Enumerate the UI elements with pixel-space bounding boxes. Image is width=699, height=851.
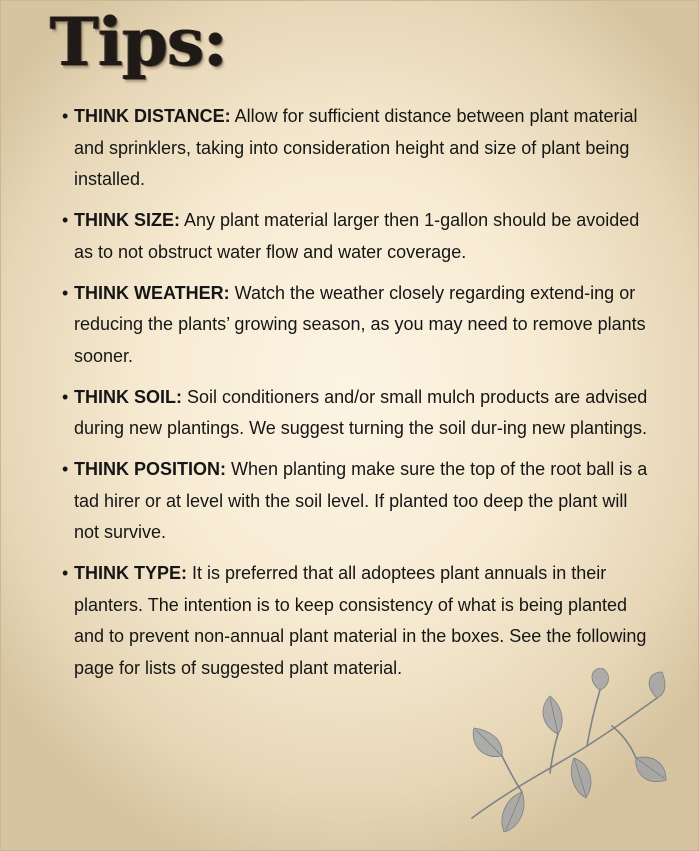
bullet: • [62, 459, 69, 479]
tips-list [62, 101, 652, 694]
bullet: • [62, 210, 69, 230]
tip-text: Allow for sufficient distance between plant material and sprinklers, taking into consideration height and size of plant being installed. [74, 106, 638, 189]
tip-label: THINK TYPE: [74, 563, 188, 583]
tip-label: THINK WEATHER: [74, 282, 230, 303]
tip-text: Watch the weather closely regarding extend-ing or reducing the plants’ growing season, as you may need to remove plants sooner. [74, 282, 646, 366]
bullet: • [62, 106, 69, 126]
page-title: Tips: [50, 3, 227, 81]
tip-label: THINK DISTANCE: [74, 106, 231, 126]
tip-item-soil [62, 382, 652, 445]
tip-label: THINK POSITION: [74, 459, 226, 479]
tip-item-distance [62, 101, 652, 196]
tip-text: Any plant material larger then 1-gallon should be avoided as to not obstruct water flow and water coverage. [74, 210, 640, 262]
tip-text: Soil conditioners and/or small mulch products are advised during new plantings. We suggest turning the soil dur-ing new plantings. [74, 386, 648, 438]
tip-label: THINK SIZE: [74, 210, 180, 230]
tip-label: THINK SOIL: [74, 386, 182, 407]
birch-leaves-icon [462, 668, 667, 838]
tip-text: It is preferred that all adoptees plant annuals in their planters. The intention is to keep consistency of what is being planted and to prevent non-annual plant material in the boxes. See the following page for lists of suggested plant material. [74, 563, 647, 678]
tip-item-size [62, 205, 652, 268]
bullet: • [62, 386, 69, 407]
bullet: • [62, 282, 69, 303]
tip-item-type [62, 558, 652, 684]
tip-item-weather [62, 278, 652, 373]
tip-item-position [62, 454, 652, 549]
bullet: • [62, 563, 69, 583]
tip-text: When planting make sure the top of the root ball is a tad hirer or at level with the soil level. If planted too deep the plant will not survive. [74, 459, 648, 542]
